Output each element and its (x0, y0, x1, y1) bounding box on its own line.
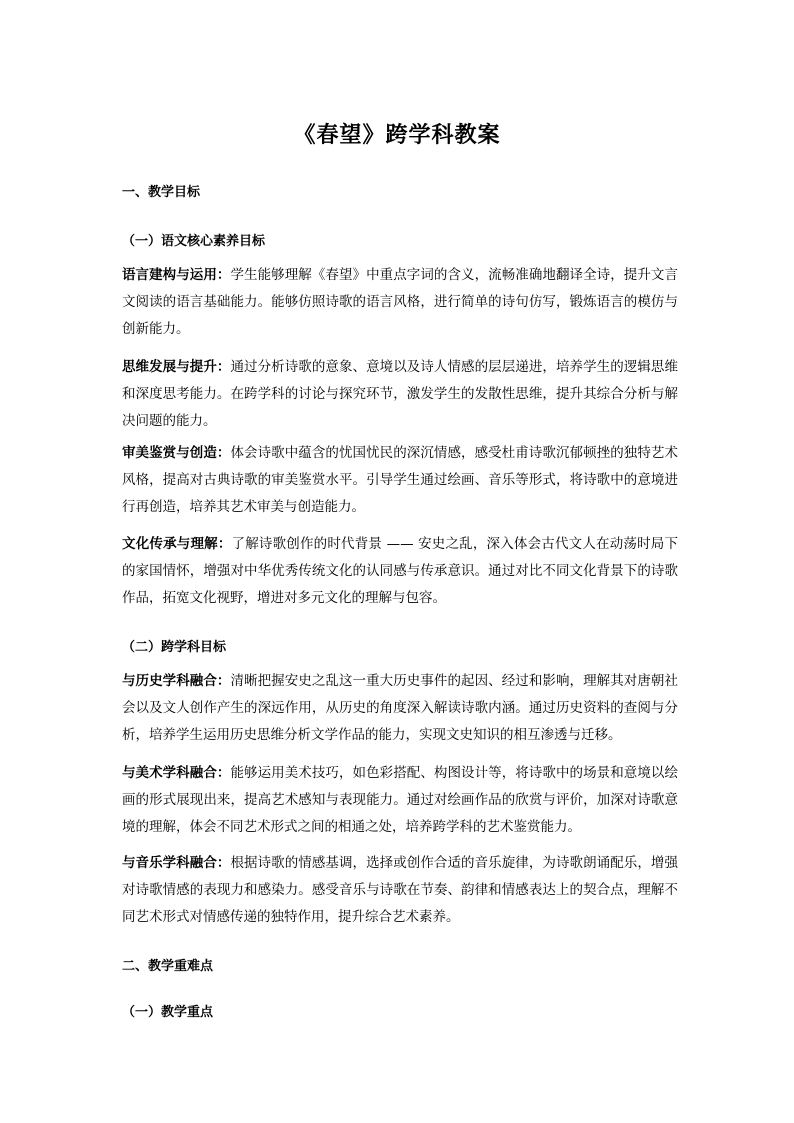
paragraph-aesthetic-appreciation (122, 440, 678, 521)
paragraph-text: 清晰把握安史之乱这一重大历史事件的起因、经过和影响，理解其对唐朝社会以及文人创作产生的深远作用，从历史的角度深入解读诗歌内涵。通过历史资料的查阅与分析，培养学生运用历史思维分析文学作品的能力，实现文史知识的相互渗透与迁移。 (122, 673, 678, 743)
paragraph-lead: 文化传承与理解： (122, 536, 232, 552)
document-title: 《春望》跨学科教案 (293, 123, 501, 148)
paragraph-music-integration (122, 850, 678, 931)
paragraph-text: 体会诗歌中蕴含的忧国忧民的深沉情感，感受杜甫诗歌沉郁顿挫的独特艺术风格，提高对古典诗歌的审美鉴赏水平。引导学生通过绘画、音乐等形式，将诗歌中的意境进行再创造，培养其艺术审美与创造能力。 (122, 445, 678, 515)
subsection-heading-teaching-focus: （一）教学重点 (122, 1005, 214, 1020)
paragraph-text: 了解诗歌创作的时代背景 —— 安史之乱，深入体会古代文人在动荡时局下的家国情怀，增强对中华优秀传统文化的认同感与传承意识。通过对比不同文化背景下的诗歌作品，拓宽文化视野，增进对多元文化的理解与包容。 (122, 536, 678, 606)
paragraph-cultural-heritage (122, 531, 678, 612)
paragraph-lead: 思维发展与提升： (122, 359, 231, 375)
paragraph-lead: 与美术学科融合： (122, 765, 231, 781)
paragraph-thinking-development (122, 354, 678, 435)
paragraph-lead: 与音乐学科融合： (122, 855, 231, 871)
paragraph-text: 根据诗歌的情感基调，选择或创作合适的音乐旋律，为诗歌朗诵配乐，增强对诗歌情感的表现力和感染力。感受音乐与诗歌在节奏、韵律和情感表达上的契合点，理解不同艺术形式对情感传递的独特作用，提升综合艺术素养。 (122, 855, 678, 925)
section-heading-key-difficulties: 二、教学重难点 (122, 959, 214, 974)
paragraph-text: 学生能够理解《春望》中重点字词的含义，流畅准确地翻译全诗，提升文言文阅读的语言基础能力。能够仿照诗歌的语言风格，进行简单的诗句仿写，锻炼语言的模仿与创新能力。 (122, 267, 678, 337)
paragraph-history-integration (122, 668, 678, 749)
paragraph-lead: 与历史学科融合： (122, 673, 231, 689)
subsection-heading-chinese-goals: （一）语文核心素养目标 (122, 234, 266, 249)
paragraph-lead: 审美鉴赏与创造： (122, 445, 231, 461)
paragraph-language-construction (122, 262, 678, 343)
paragraph-lead: 语言建构与运用： (122, 267, 231, 283)
paragraph-text: 通过分析诗歌的意象、意境以及诗人情感的层层递进，培养学生的逻辑思维和深度思考能力。在跨学科的讨论与探究环节，激发学生的发散性思维，提升其综合分析与解决问题的能力。 (122, 359, 678, 429)
section-heading-teaching-goals: 一、教学目标 (122, 185, 201, 200)
paragraph-text: 能够运用美术技巧，如色彩搭配、构图设计等，将诗歌中的场景和意境以绘画的形式展现出来，提高艺术感知与表现能力。通过对绘画作品的欣赏与评价，加深对诗歌意境的理解，体会不同艺术形式之间的相通之处，培养跨学科的艺术鉴赏能力。 (122, 765, 678, 835)
paragraph-art-integration (122, 760, 678, 841)
subsection-heading-cross-disciplinary: （二）跨学科目标 (122, 640, 227, 655)
